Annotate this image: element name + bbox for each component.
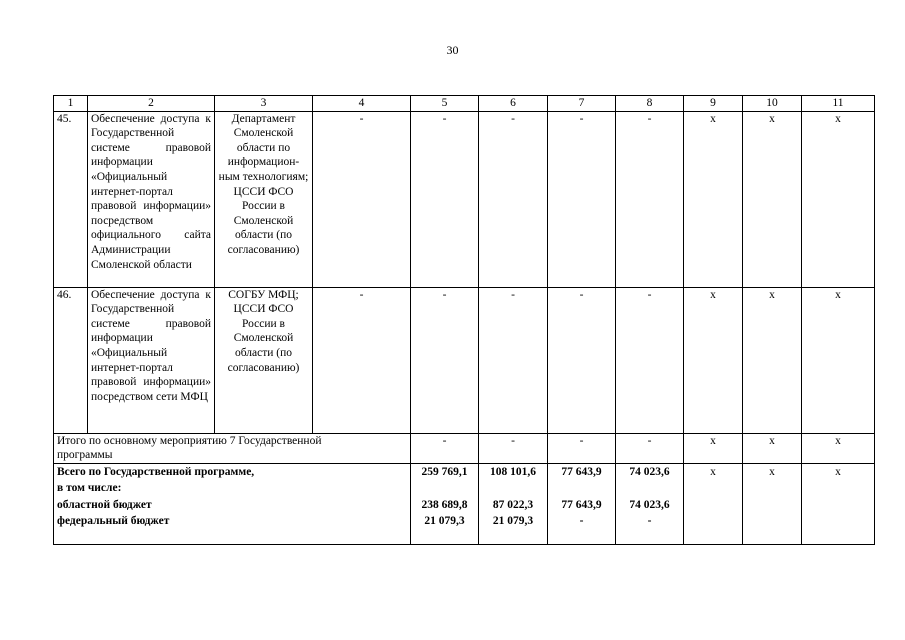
total-value: - bbox=[647, 515, 652, 528]
total-value bbox=[482, 480, 544, 497]
total-value: 21 079,3 bbox=[424, 515, 465, 528]
total-c10: x bbox=[743, 463, 802, 544]
col-number: 3 bbox=[215, 96, 313, 112]
col-number: 7 bbox=[548, 96, 616, 112]
subtotal-label: Итого по основному мероприятию 7 Государственной программы bbox=[54, 433, 411, 463]
row-description: Обеспечение доступа к Государственной системе правовой информации «Официальный интернет-портал правовой информации» посредством официального сайта Администрации Смоленской области bbox=[88, 111, 215, 287]
cell-c5: - bbox=[411, 287, 479, 433]
total-value bbox=[551, 480, 612, 497]
col-number: 1 bbox=[54, 96, 88, 112]
col-number: 9 bbox=[684, 96, 743, 112]
subtotal-c7: - bbox=[548, 433, 616, 463]
cell-c9: x bbox=[684, 287, 743, 433]
row-description: Обеспечение доступа к Государственной системе правовой информации «Официальный интернет-портал правовой информации» посредством сети МФЦ bbox=[88, 287, 215, 433]
total-label-federal: федеральный бюджет bbox=[57, 515, 170, 528]
program-table bbox=[53, 95, 875, 545]
total-c9: x bbox=[684, 463, 743, 544]
cell-c8: - bbox=[616, 111, 684, 287]
col-number: 4 bbox=[313, 96, 411, 112]
col-number: 2 bbox=[88, 96, 215, 112]
cell-c5: - bbox=[411, 111, 479, 287]
total-label-main: Всего по Государственной программе, bbox=[57, 465, 255, 478]
cell-c6: - bbox=[479, 111, 548, 287]
total-label-including: в том числе: bbox=[57, 482, 122, 495]
table-row bbox=[54, 287, 875, 433]
subtotal-c10: x bbox=[743, 433, 802, 463]
total-value bbox=[619, 480, 680, 497]
cell-c11: x bbox=[802, 287, 875, 433]
total-c6 bbox=[479, 463, 548, 544]
total-c7 bbox=[548, 463, 616, 544]
total-labels bbox=[54, 463, 411, 544]
total-value: 259 769,1 bbox=[421, 465, 468, 478]
subtotal-c5: - bbox=[411, 433, 479, 463]
cell-c11: x bbox=[802, 111, 875, 287]
total-value: - bbox=[579, 515, 584, 528]
cell-c4: - bbox=[313, 287, 411, 433]
total-value: 238 689,8 bbox=[421, 498, 468, 511]
cell-c4: - bbox=[313, 111, 411, 287]
cell-c9: x bbox=[684, 111, 743, 287]
cell-c8: - bbox=[616, 287, 684, 433]
row-number: 46. bbox=[54, 287, 88, 433]
cell-c7: - bbox=[548, 111, 616, 287]
total-label-regional: областной бюджет bbox=[57, 498, 152, 511]
col-number: 6 bbox=[479, 96, 548, 112]
column-number-row bbox=[54, 96, 875, 112]
cell-c6: - bbox=[479, 287, 548, 433]
row-executor: Департамент Смоленской области по информацион-ным технологиям; ЦССИ ФСО России в Смоленской области (по согласованию) bbox=[215, 111, 313, 287]
total-value: 74 023,6 bbox=[629, 465, 670, 478]
col-number: 5 bbox=[411, 96, 479, 112]
subtotal-row bbox=[54, 433, 875, 463]
subtotal-c6: - bbox=[479, 433, 548, 463]
cell-c10: x bbox=[743, 111, 802, 287]
table-row bbox=[54, 111, 875, 287]
col-number: 11 bbox=[802, 96, 875, 112]
total-value: 77 643,9 bbox=[561, 465, 602, 478]
total-row bbox=[54, 463, 875, 544]
total-c8 bbox=[616, 463, 684, 544]
page-number: 30 bbox=[446, 43, 459, 57]
total-value: 21 079,3 bbox=[492, 515, 534, 528]
subtotal-c8: - bbox=[616, 433, 684, 463]
total-value: 87 022,3 bbox=[492, 498, 534, 511]
row-executor: СОГБУ МФЦ; ЦССИ ФСО России в Смоленской области (по согласованию) bbox=[215, 287, 313, 433]
total-c5 bbox=[411, 463, 479, 544]
cell-c7: - bbox=[548, 287, 616, 433]
total-value bbox=[414, 480, 475, 497]
row-number: 45. bbox=[54, 111, 88, 287]
subtotal-c9: x bbox=[684, 433, 743, 463]
total-value: 77 643,9 bbox=[561, 498, 602, 511]
subtotal-c11: x bbox=[802, 433, 875, 463]
cell-c10: x bbox=[743, 287, 802, 433]
total-value: 108 101,6 bbox=[490, 465, 536, 478]
col-number: 10 bbox=[743, 96, 802, 112]
total-c11: x bbox=[802, 463, 875, 544]
total-value: 74 023,6 bbox=[629, 498, 670, 511]
col-number: 8 bbox=[616, 96, 684, 112]
